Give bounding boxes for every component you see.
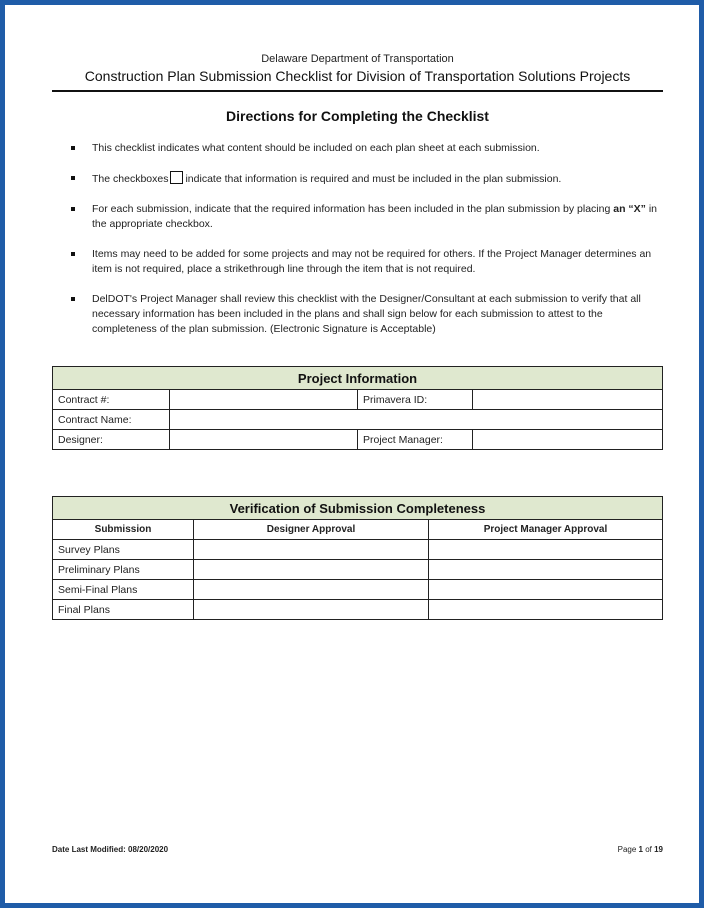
contract-name-label: Contract Name: [53, 410, 170, 430]
primavera-id-field[interactable] [473, 390, 663, 410]
primavera-id-label: Primavera ID: [358, 390, 473, 410]
page-current: 1 [638, 845, 643, 854]
directions-item-text: indicate that information is required and must be included in the plan submission. [185, 173, 562, 185]
directions-item [70, 202, 663, 232]
page-label: Page [617, 845, 639, 854]
project-information-heading: Project Information [53, 367, 663, 390]
title-divider [52, 90, 663, 92]
directions-item-text: Items may need to be added for some projects and may not be required for others. If the Project Manager determines an item is not required, place a strikethrough line through the item that is not required. [92, 248, 652, 275]
submission-label: Preliminary Plans [53, 560, 194, 580]
verification-table [52, 496, 663, 620]
designer-field[interactable] [170, 430, 358, 450]
directions-item [70, 292, 663, 337]
directions-item [70, 247, 663, 277]
verification-heading: Verification of Submission Completeness [53, 497, 663, 520]
project-manager-field[interactable] [473, 430, 663, 450]
designer-approval-field[interactable] [194, 560, 429, 580]
directions-item-text: in the appropriate checkbox. [92, 203, 658, 230]
page-total: 19 [654, 845, 663, 854]
document-title: Construction Plan Submission Checklist for Division of Transportation Solutions Projects [84, 68, 631, 84]
project-manager-label: Project Manager: [358, 430, 473, 450]
submission-label: Semi-Final Plans [53, 580, 194, 600]
directions-item [70, 141, 663, 156]
directions-item [70, 171, 663, 187]
date-last-modified: Date Last Modified: 08/20/2020 [52, 845, 169, 854]
bullet-icon [71, 146, 75, 150]
designer-approval-field[interactable] [194, 600, 429, 620]
pm-approval-field[interactable] [429, 580, 663, 600]
directions-list [70, 141, 663, 352]
bullet-icon [71, 252, 75, 256]
designer-label: Designer: [53, 430, 170, 450]
department-name: Delaware Department of Transportation [261, 53, 454, 65]
directions-heading: Directions for Completing the Checklist [226, 108, 489, 124]
bullet-icon [71, 297, 75, 301]
pm-approval-field[interactable] [429, 560, 663, 580]
column-header-submission: Submission [53, 520, 194, 540]
pm-approval-field[interactable] [429, 600, 663, 620]
table-row [53, 540, 663, 560]
table-row [53, 580, 663, 600]
column-header-pm-approval: Project Manager Approval [429, 520, 663, 540]
designer-approval-field[interactable] [194, 540, 429, 560]
directions-item-emphasis: an “X” [613, 203, 646, 215]
page-number [618, 845, 663, 854]
submission-label: Final Plans [53, 600, 194, 620]
directions-item-text: This checklist indicates what content should be included on each plan sheet at each submission. [92, 142, 540, 154]
table-row [53, 560, 663, 580]
column-header-designer-approval: Designer Approval [194, 520, 429, 540]
checkbox-example-icon [170, 171, 183, 184]
bullet-icon [71, 207, 75, 211]
project-information-table [52, 366, 663, 450]
table-row [53, 600, 663, 620]
designer-approval-field[interactable] [194, 580, 429, 600]
pm-approval-field[interactable] [429, 540, 663, 560]
contract-number-field[interactable] [170, 390, 358, 410]
submission-label: Survey Plans [53, 540, 194, 560]
directions-item-text: The checkboxes [92, 173, 169, 185]
directions-item-text: DelDOT's Project Manager shall review this checklist with the Designer/Consultant at each submission to verify that all necessary information has been included in the plans and shall sign below for each submission to attest to the completeness of the plan submission. (Electronic Signature is Acceptable) [92, 293, 641, 335]
directions-item-text: For each submission, indicate that the required information has been included in the plan submission by placing [92, 203, 614, 215]
contract-number-label: Contract #: [53, 390, 170, 410]
contract-name-field[interactable] [170, 410, 663, 430]
page-of-label: of [642, 845, 655, 854]
bullet-icon [71, 176, 75, 180]
